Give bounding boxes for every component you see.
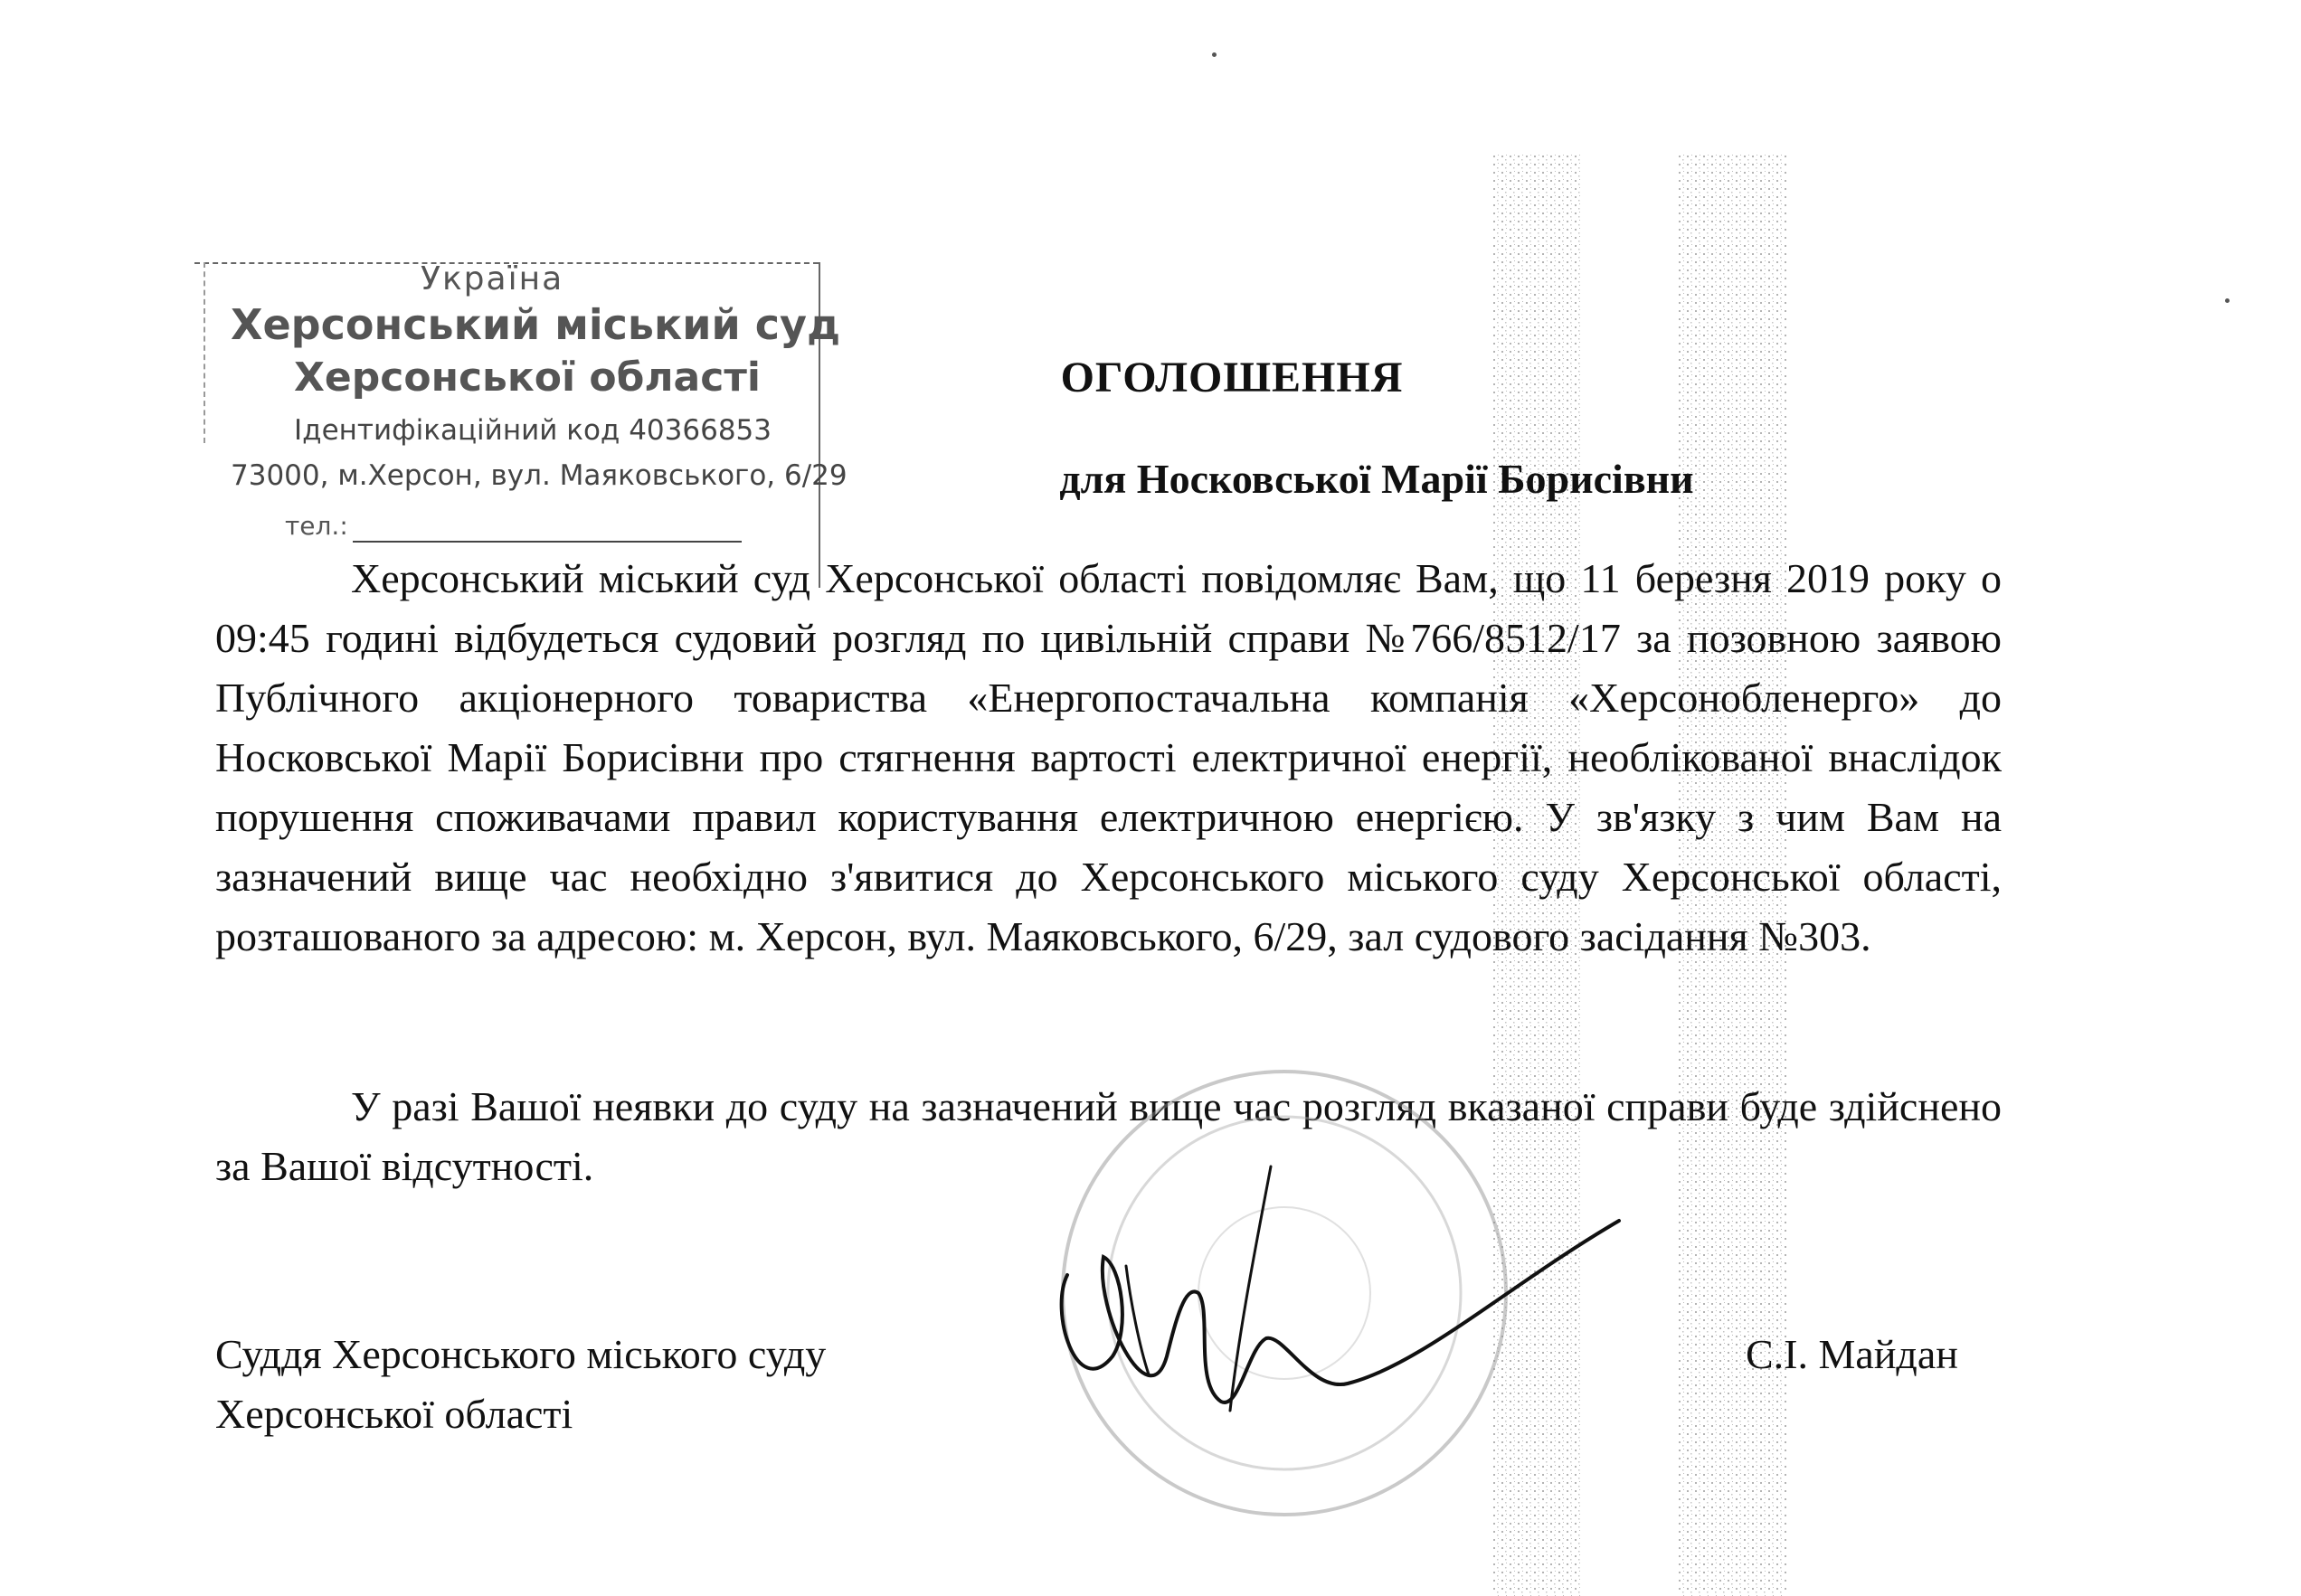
signature-name: С.І. Майдан xyxy=(1746,1331,1958,1377)
document-title: ОГОЛОШЕННЯ xyxy=(1060,354,1404,401)
document-addressee: для Носковської Марії Борисівни xyxy=(1059,456,1694,502)
signature-position-line-2: Херсонської області xyxy=(215,1391,573,1437)
judge-signature xyxy=(1040,1130,1628,1429)
signature-position-line-1: Суддя Херсонського міського суду xyxy=(215,1331,827,1377)
stamp-id-code: Ідентифікаційний код 40366853 xyxy=(294,414,772,447)
stamp-court-name: Херсонський міський суд xyxy=(231,300,841,349)
signature-position xyxy=(215,1325,826,1444)
stamp-address: 73000, м.Херсон, вул. Маяковського, 6/29 xyxy=(231,459,847,492)
absence-paragraph: У разі Вашої неявки до суду на зазначений вище час розгляд вказаної справи буде здійснено за Вашої відсутності. xyxy=(215,1083,2002,1189)
stamp-tel-blank xyxy=(353,541,742,543)
stamp-country: Україна xyxy=(421,260,564,297)
stamp-tel-label: тел.: xyxy=(285,511,348,541)
scan-speck xyxy=(1212,52,1217,57)
stamp-region: Херсонської області xyxy=(294,354,761,401)
notice-paragraph: Херсонський міський суд Херсонської області повідомляє Вам, що 11 березня 2019 року о 09:45 годині відбудеться судовий розгляд по цивільній справи №766/8512/17 за позовною заявою Публічного акціонерного товариства «Енергопостачальна компанія «Херсонобленерго» до Носковської Марії Борисівни про стягнення вартості електричної енергії, необлікованої внаслідок порушення споживачами правил користування електричною енергією. У зв'язку з чим Вам на зазначений вище час необхідно з'явитися до Херсонського міського суду Херсонської області, розташованого за адресою: м. Херсон, вул. Маяковського, 6/29, зал судового засідання №303. xyxy=(215,555,2002,959)
scan-speck xyxy=(2225,298,2230,303)
court-stamp xyxy=(194,253,847,597)
